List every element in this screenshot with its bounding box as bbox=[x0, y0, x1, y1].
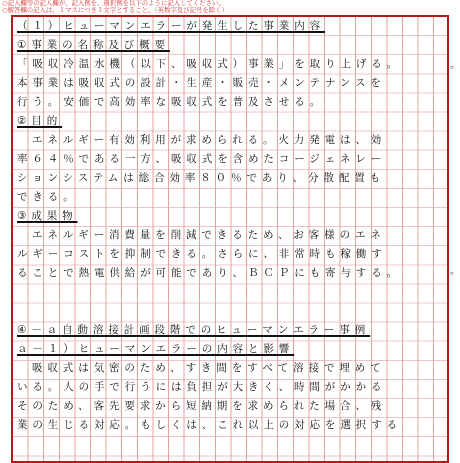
subheading-deliverables bbox=[17, 207, 78, 226]
instruction-notes bbox=[2, 0, 458, 14]
subheading-name-overview bbox=[17, 36, 170, 55]
subheading-text: ②目的 bbox=[17, 115, 63, 127]
margin-mark: 。 bbox=[450, 60, 460, 71]
subheading-a1 bbox=[17, 340, 294, 359]
text-line: 吸収式は気密のため、すき間をすべて溶接で埋めて bbox=[32, 362, 386, 374]
section-heading-1 bbox=[17, 17, 325, 36]
instruction-line-1: ○記入欄等の記入欄が、記入例を、選択例を以下のように記入してください。 bbox=[2, 0, 225, 7]
text-line: 率６４％である一方、吸収式を含めたコージェネレー bbox=[17, 153, 387, 165]
text-line: エネルギー消費量を削減できるため、お客様のエネ bbox=[32, 229, 386, 241]
text-line: 本事業は吸収式の設計・生産・販売・メンテナンスを bbox=[17, 77, 386, 89]
subheading-text: ａ－１）ヒューマンエラーの内容と影響 bbox=[17, 343, 295, 355]
text-line: 「吸収冷温水機（以下、吸収式）事業」を取り上げる。 bbox=[17, 58, 402, 70]
text-line: いる。人の手で行うには負担が大きく、時間がかかる bbox=[17, 381, 387, 393]
subheading-purpose bbox=[17, 112, 62, 131]
text-line: ションシステムは総合効率８０％であり、分散配置も bbox=[17, 172, 386, 184]
text-line: エネルギー有効利用が求められる。火力発電は、効 bbox=[32, 134, 387, 146]
text-line: そのため、客先要求から短納期を求められた場合、残 bbox=[17, 400, 387, 412]
section-heading-text: ④－ａ自動溶接計画段階でのヒューマンエラー事例 bbox=[17, 324, 371, 336]
text-line: ルギーコストを抑制できる。さらに、非常時も稼働す bbox=[17, 248, 387, 260]
section-heading-4a bbox=[17, 321, 370, 340]
text-line: 業の生じる対応。もしくは、これ以上の対応を選択する bbox=[17, 419, 402, 431]
text-line: 行う。安価で高効率な吸収式を普及させる。 bbox=[17, 96, 325, 108]
answer-grid-sheet bbox=[11, 15, 449, 463]
margin-mark: 。 bbox=[450, 266, 460, 277]
instruction-line-2: ○解答欄の記入は、１マスにつき１文字とすること。（英数字及び記号を除く） bbox=[2, 6, 228, 14]
subheading-text: ①事業の名称及び概要 bbox=[17, 39, 170, 51]
text-line: ることで熱電供給が可能であり、ＢＣＰにも寄与する。 bbox=[17, 267, 402, 279]
section-heading-text: （１）ヒューマンエラーが発生した事業内容 bbox=[17, 20, 325, 32]
subheading-text: ③成果物 bbox=[17, 210, 78, 222]
text-line: できる。 bbox=[17, 191, 79, 203]
